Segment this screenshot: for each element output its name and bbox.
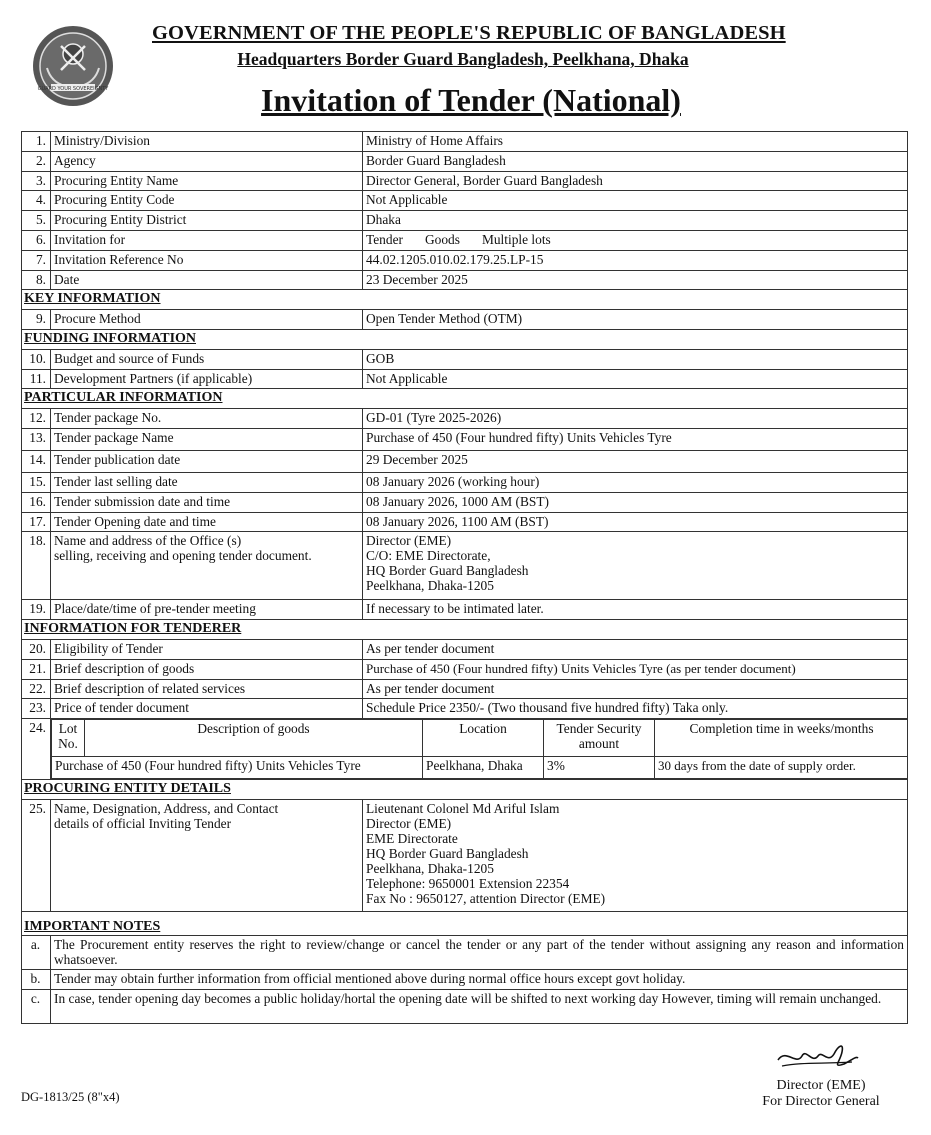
section-heading-information-for-tenderer: INFORMATION FOR TENDERER (22, 620, 908, 640)
row-number: 7. (22, 250, 51, 270)
office-address-line: Director (EME) (366, 533, 452, 549)
office-label-line: Name and address of the Office (s) (54, 533, 242, 549)
lot-table-header (52, 720, 908, 757)
row-value: GOB (363, 349, 908, 369)
row-value: Purchase of 450 (Four hundred fifty) Units Vehicles Tyre (363, 428, 908, 450)
contact-line: EME Directorate (366, 830, 458, 846)
row-label: Date (51, 270, 363, 290)
row-value (363, 230, 908, 250)
table-row (22, 171, 908, 191)
row-label: Tender package No. (51, 409, 363, 429)
row-value: Ministry of Home Affairs (363, 132, 908, 152)
row-number: 18. (22, 532, 51, 600)
contact-line: Director (EME) (366, 815, 452, 831)
contact-line: Telephone: 9650001 Extension 22354 (366, 875, 570, 891)
row-value: 08 January 2026 (working hour) (363, 472, 908, 492)
section-heading-row (22, 911, 908, 935)
contact-line: Fax No : 9650127, attention Director (EME) (366, 890, 606, 906)
row-number: 12. (22, 409, 51, 429)
row-label: Brief description of goods (51, 659, 363, 679)
row-label: Procuring Entity District (51, 211, 363, 231)
dg-number: DG-1813/25 (8"x4) (21, 1090, 120, 1104)
row-value: Purchase of 450 (Four hundred fifty) Units Vehicles Tyre (as per tender document) (363, 659, 908, 679)
row-number: 22. (22, 679, 51, 699)
bgb-emblem-icon (27, 24, 119, 108)
security-header: Tender Security amount (544, 720, 655, 757)
row-number: 20. (22, 639, 51, 659)
row-number: 3. (22, 171, 51, 191)
section-heading-row (22, 620, 908, 640)
section-heading-row (22, 780, 908, 800)
row-number: 17. (22, 512, 51, 532)
emblem-motto: GUARD YOUR SOVEREIGNTY (37, 86, 109, 92)
row-number: 16. (22, 492, 51, 512)
row-label: Tender publication date (51, 450, 363, 472)
row-label: Brief description of related services (51, 679, 363, 699)
table-row (22, 211, 908, 231)
section-heading-row (22, 329, 908, 349)
completion-header: Completion time in weeks/months (655, 720, 908, 757)
row-number: 25. (22, 799, 51, 911)
table-row (22, 132, 908, 152)
row-number: 2. (22, 151, 51, 171)
row-label: Budget and source of Funds (51, 349, 363, 369)
section-heading-important-notes: IMPORTANT NOTES (22, 911, 908, 935)
row-label (51, 799, 363, 911)
row-value: Not Applicable (363, 369, 908, 389)
lot-table-data-row (52, 757, 908, 779)
signatory-for-line: For Director General (762, 1094, 880, 1109)
row-value: If necessary to be intimated later. (363, 600, 908, 620)
table-row (22, 349, 908, 369)
table-row (22, 450, 908, 472)
row-label: Invitation Reference No (51, 250, 363, 270)
row-label: Procuring Entity Name (51, 171, 363, 191)
row-value: 29 December 2025 (363, 450, 908, 472)
invitation-category: Goods (424, 231, 460, 247)
contact-line: HQ Border Guard Bangladesh (366, 845, 529, 861)
contact-label-line: details of official Inviting Tender (54, 815, 232, 831)
row-value: 08 January 2026, 1000 AM (BST) (363, 492, 908, 512)
table-row (22, 310, 908, 330)
lot-table-cell (51, 719, 908, 780)
row-value: 08 January 2026, 1100 AM (BST) (363, 512, 908, 532)
note-row (22, 989, 908, 1023)
row-value: Director General, Border Guard Bangladesh (363, 171, 908, 191)
row-number: 5. (22, 211, 51, 231)
lot-description: Purchase of 450 (Four hundred fifty) Units Vehicles Tyre (52, 757, 423, 779)
description-header: Description of goods (85, 720, 423, 757)
row-value (363, 532, 908, 600)
contact-label-line: Name, Designation, Address, and Contact (54, 800, 279, 816)
lot-completion: 30 days from the date of supply order. (655, 757, 908, 779)
row-number: 8. (22, 270, 51, 290)
note-row (22, 969, 908, 989)
section-heading-row (22, 290, 908, 310)
row-number: 1. (22, 132, 51, 152)
contact-line: Peelkhana, Dhaka-1205 (366, 860, 494, 876)
signatory-designation: Director (EME) (776, 1078, 866, 1093)
row-label: Procure Method (51, 310, 363, 330)
row-label: Tender last selling date (51, 472, 363, 492)
row-number: 21. (22, 659, 51, 679)
table-row (22, 428, 908, 450)
government-title: GOVERNMENT OF THE PEOPLE'S REPUBLIC OF BANGLADESH (152, 22, 786, 44)
row-label: Tender submission date and time (51, 492, 363, 512)
row-label: Tender Opening date and time (51, 512, 363, 532)
row-value: As per tender document (363, 679, 908, 699)
section-heading-row (22, 389, 908, 409)
note-mark: c. (22, 989, 51, 1023)
table-row (22, 270, 908, 290)
row-label (51, 532, 363, 600)
table-row (22, 799, 908, 911)
table-row (22, 250, 908, 270)
row-number: 23. (22, 699, 51, 719)
table-row (22, 369, 908, 389)
section-heading-key-information: KEY INFORMATION (22, 290, 908, 310)
table-row (22, 191, 908, 211)
office-label-line: selling, receiving and opening tender document. (54, 548, 312, 564)
invitation-type: Tender (366, 231, 403, 247)
section-heading-particular-information: PARTICULAR INFORMATION (22, 389, 908, 409)
row-number: 19. (22, 600, 51, 620)
section-heading-funding-information: FUNDING INFORMATION (22, 329, 908, 349)
note-mark: a. (22, 935, 51, 969)
lot-location: Peelkhana, Dhaka (423, 757, 544, 779)
table-row (22, 639, 908, 659)
row-label: Procuring Entity Code (51, 191, 363, 211)
note-text: The Procurement entity reserves the right to review/change or cancel the tender or any part of the tender without assigning any reason and information whatsoever. (51, 935, 908, 969)
row-label: Tender package Name (51, 428, 363, 450)
office-address-line: C/O: EME Directorate, (366, 548, 491, 564)
table-row (22, 600, 908, 620)
row-number: 10. (22, 349, 51, 369)
signature-icon (772, 1038, 862, 1074)
row-number: 24. (22, 719, 51, 780)
table-row (22, 659, 908, 679)
row-label: Place/date/time of pre-tender meeting (51, 600, 363, 620)
row-label: Agency (51, 151, 363, 171)
row-number: 9. (22, 310, 51, 330)
row-number: 13. (22, 428, 51, 450)
lot-no-header: Lot No. (52, 720, 85, 757)
row-label: Price of tender document (51, 699, 363, 719)
row-label: Invitation for (51, 230, 363, 250)
headquarters-line: Headquarters Border Guard Bangladesh, Peelkhana, Dhaka (237, 49, 689, 69)
table-row (22, 230, 908, 250)
row-number: 6. (22, 230, 51, 250)
tender-table (21, 131, 908, 1024)
section-heading-procuring-entity-details: PROCURING ENTITY DETAILS (22, 780, 908, 800)
note-mark: b. (22, 969, 51, 989)
page-title: Invitation of Tender (National) (261, 82, 681, 118)
office-address-line: Peelkhana, Dhaka-1205 (366, 578, 494, 594)
table-row (22, 409, 908, 429)
note-row (22, 935, 908, 969)
table-row (22, 151, 908, 171)
row-value: 44.02.1205.010.02.179.25.LP-15 (363, 250, 908, 270)
table-row (22, 472, 908, 492)
contact-line: Lieutenant Colonel Md Ariful Islam (366, 800, 560, 816)
table-row (22, 512, 908, 532)
office-address-line: HQ Border Guard Bangladesh (366, 563, 529, 579)
row-value (363, 799, 908, 911)
table-row (22, 679, 908, 699)
row-number: 15. (22, 472, 51, 492)
row-value: GD-01 (Tyre 2025-2026) (363, 409, 908, 429)
row-label: Eligibility of Tender (51, 639, 363, 659)
row-number: 14. (22, 450, 51, 472)
location-header: Location (423, 720, 544, 757)
row-value: Open Tender Method (OTM) (363, 310, 908, 330)
lot-table-row (22, 719, 908, 780)
lot-security: 3% (544, 757, 655, 779)
row-label: Development Partners (if applicable) (51, 369, 363, 389)
row-value: Not Applicable (363, 191, 908, 211)
row-number: 4. (22, 191, 51, 211)
row-label: Ministry/Division (51, 132, 363, 152)
note-text: In case, tender opening day becomes a public holiday/hortal the opening date will be shifted to next working day However, timing will remain unchanged. (51, 989, 908, 1023)
row-value: 23 December 2025 (363, 270, 908, 290)
row-value: As per tender document (363, 639, 908, 659)
row-value: Schedule Price 2350/- (Two thousand five hundred fifty) Taka only. (363, 699, 908, 719)
row-value: Dhaka (363, 211, 908, 231)
invitation-lots: Multiple lots (481, 231, 551, 247)
table-row (22, 699, 908, 719)
lot-table (51, 719, 908, 779)
row-number: 11. (22, 369, 51, 389)
table-row (22, 492, 908, 512)
table-row (22, 532, 908, 600)
row-value: Border Guard Bangladesh (363, 151, 908, 171)
note-text: Tender may obtain further information from official mentioned above during normal office hours except govt holiday. (51, 969, 908, 989)
